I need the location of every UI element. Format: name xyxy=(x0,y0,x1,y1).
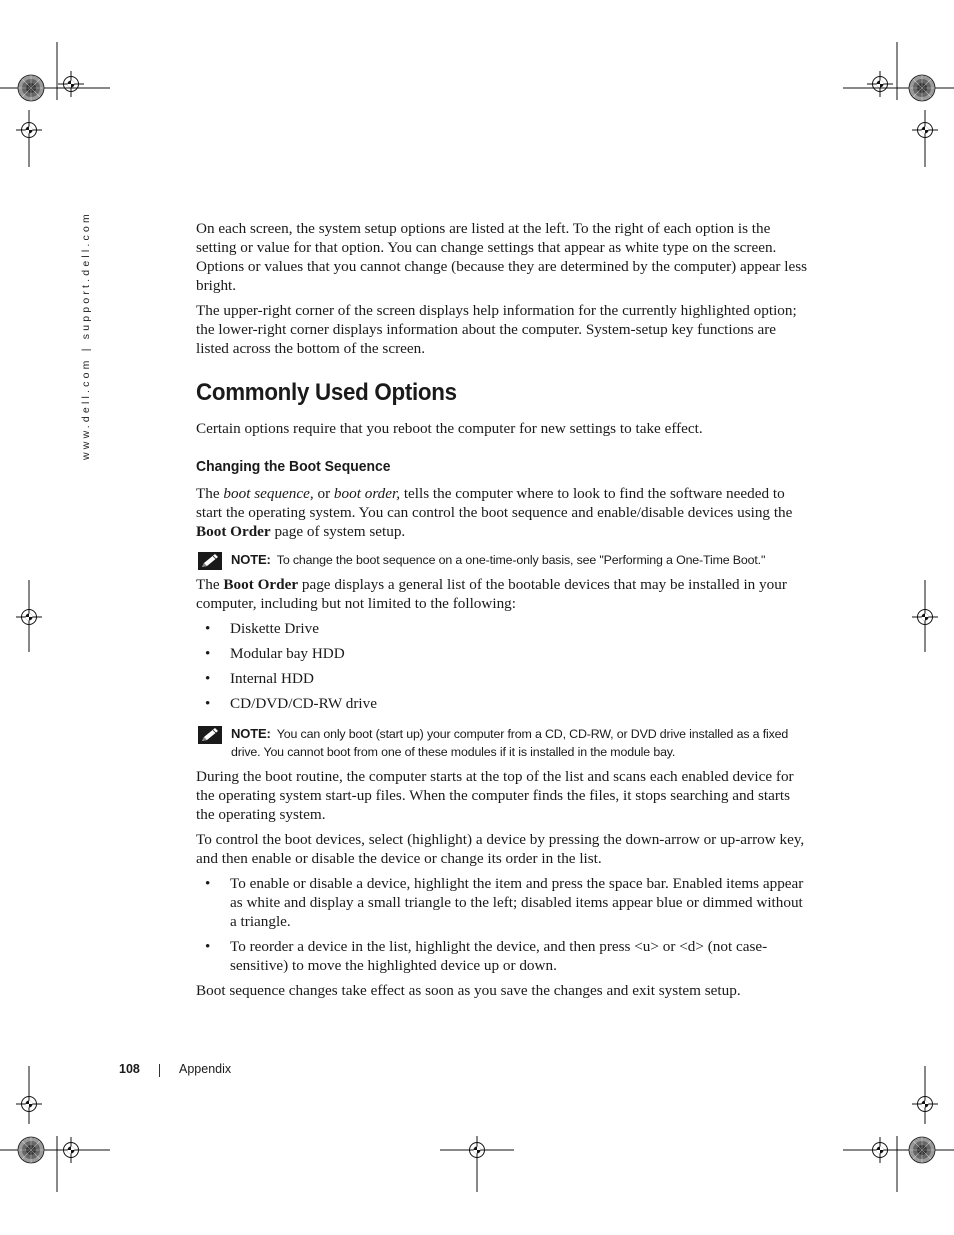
paragraph: To control the boot devices, select (highlight) a device by pressing the down-arrow or up-arrow key, and then enable or disable the device or change its order in the list. xyxy=(196,831,805,867)
paragraph: During the boot routine, the computer starts at the top of the list and scans each enabled device for the operating system start-up files. When the computer finds the files, it stops searching and starts the operating system. xyxy=(196,768,794,823)
registration-mark-icon xyxy=(16,117,42,143)
note xyxy=(196,725,812,761)
registration-mark-icon xyxy=(16,604,42,630)
paragraph: The upper-right corner of the screen displays help information for the currently highlighted option; the lower-right corner displays information about the computer. System-setup key functions are listed across the bottom of the screen. xyxy=(196,302,797,357)
registration-mark-icon xyxy=(58,71,84,97)
note-label: NOTE: xyxy=(231,726,271,741)
note-text: To change the boot sequence on a one-time-only basis, see "Performing a One-Time Boot." xyxy=(276,553,766,567)
list-item: • Diskette Drive xyxy=(196,619,812,638)
page-footer xyxy=(119,1062,232,1076)
color-target-icon xyxy=(909,1137,935,1163)
note-pencil-icon xyxy=(198,726,222,744)
text: The xyxy=(196,485,224,502)
page-number: 108 xyxy=(119,1062,140,1076)
text: tells the computer where to look to find the software needed to start the operating system. You can control the boot sequence and enable/disable devices using the xyxy=(196,485,793,521)
note xyxy=(196,551,812,569)
section-title: Commonly Used Options xyxy=(196,379,457,406)
registration-mark-icon xyxy=(912,604,938,630)
registration-mark-icon xyxy=(867,71,893,97)
color-target-icon xyxy=(909,75,935,101)
section-intro: Certain options require that you reboot the computer for new settings to take effect. xyxy=(196,420,703,437)
step-list xyxy=(196,874,812,975)
registration-mark-icon xyxy=(464,1137,490,1163)
text: The xyxy=(196,576,224,593)
term: boot order, xyxy=(333,485,401,502)
list-item: • Modular bay HDD xyxy=(196,644,812,663)
text: , or xyxy=(309,485,334,502)
paragraph: Boot sequence changes take effect as soon as you save the changes and exit system setup. xyxy=(196,982,741,999)
paragraph-boot-sequence xyxy=(196,484,812,541)
list-item: • CD/DVD/CD-RW drive xyxy=(196,694,812,713)
device-list xyxy=(196,619,812,713)
note-pencil-icon xyxy=(198,552,222,570)
registration-mark-icon xyxy=(912,1091,938,1117)
color-target-icon xyxy=(18,75,44,101)
list-item: • Internal HDD xyxy=(196,669,812,688)
registration-mark-icon xyxy=(16,1091,42,1117)
color-target-icon xyxy=(18,1137,44,1163)
list-item: • To reorder a device in the list, highlight the device, and then press <u> or <d> (not case-sensitive) to move the highlighted device up or down. xyxy=(196,937,812,975)
note-label: NOTE: xyxy=(231,552,271,567)
paragraph-boot-order xyxy=(196,575,812,613)
page-content xyxy=(196,219,812,1006)
registration-mark-icon xyxy=(912,117,938,143)
term: boot sequence xyxy=(223,485,310,502)
registration-mark-icon xyxy=(58,1137,84,1163)
registration-mark-icon xyxy=(867,1137,893,1163)
ui-term: Boot Order xyxy=(223,576,299,593)
footer-section: Appendix xyxy=(179,1062,232,1076)
text: page displays a general list of the bootable devices that may be installed in your computer, including but not limited to the following: xyxy=(196,576,787,612)
note-text: You can only boot (start up) your computer from a CD, CD-RW, or DVD drive installed as a fixed drive. You cannot boot from one of these modules if it is installed in the module bay. xyxy=(231,727,789,759)
ui-term: Boot Order xyxy=(196,523,271,540)
text: page of system setup. xyxy=(270,523,406,540)
subsection-title: Changing the Boot Sequence xyxy=(196,458,391,475)
footer-divider xyxy=(159,1064,160,1077)
side-url: www.dell.com | support.dell.com xyxy=(80,211,92,460)
paragraph: On each screen, the system setup options are listed at the left. To the right of each option is the setting or value for that option. You can change settings that appear as white type on the screen. Options or values that you cannot change (because they are determined by the computer) appear less bright. xyxy=(196,220,808,294)
list-item: • To enable or disable a device, highlight the item and press the space bar. Enabled items appear as white and display a small triangle to the left; disabled items appear blue or dimmed without a triangle. xyxy=(196,874,812,931)
